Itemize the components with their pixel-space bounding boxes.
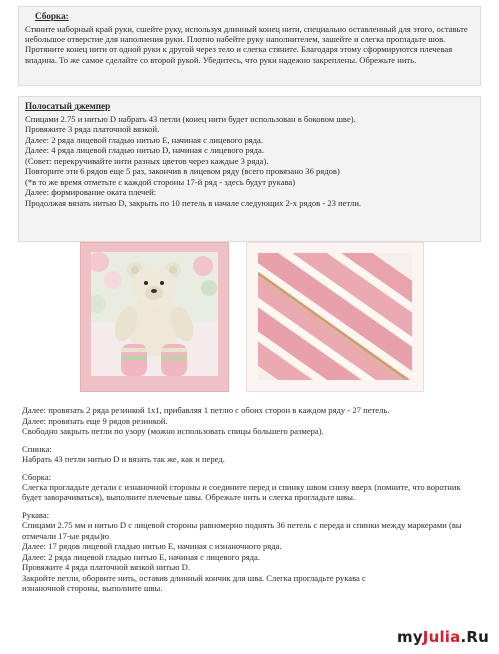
assembly2-section (22, 472, 482, 503)
sweater-line: Спицами 2.75 и нитью D набрать 43 петли (конец нити будет использован в боковом шве). (25, 113, 356, 124)
sleeves-heading: Рукава: (22, 509, 50, 520)
assembly2-heading: Сборка: (22, 471, 52, 482)
sweater-line: (Совет: перекручивайте нити разных цветов через каждые 3 ряда). (25, 155, 269, 166)
assembly-box (18, 6, 481, 86)
logo-part-my: my (396, 628, 423, 646)
knitting-image (258, 253, 412, 380)
assembly-text: Стяните наборный край руки, сшейте руку, используя длинный конец нити, специально оставленный для этого, оставьте небольшое отверстие для наполнения руки. Плотно набейте руку наполнителем, зашейте и слегка прогладьте шов. Протяните конец нити от одной руки к другой через тело и слегка стяните. Благодаря этому сформируются плечевая впадина. То же самое сделайте со второй рукой. Убедитесь, что руки надежно закреплены. Обрежьте нить. (25, 23, 468, 65)
assembly-heading: Сборка: (35, 11, 69, 21)
after-photos-line: Далее: провязать еще 9 рядов резинкой. (22, 415, 168, 426)
sweater-line: (*в то же время отметьте с каждой стороны 17-й ряд - здесь будут рукава) (25, 176, 296, 187)
sleeves-section (22, 510, 482, 594)
sleeves-text: Спицами 2.75 мм и нитью D с лицевой стороны равномерно поднять 36 петель с переда и спинки между маркерами (вы отмечали 17-ые ряды)ю (22, 520, 462, 541)
sweater-box (18, 96, 481, 242)
back-heading: Спинка: (22, 443, 52, 454)
site-logo[interactable] (397, 628, 489, 646)
teddy-bear-image (91, 252, 218, 376)
assembly2-text: Слегка прогладьте детали с изнаночной стороны и соедините перед и спинку швом снизу вверх (помните, что воротник будет заворачиваться), выполните плечевые швы. Обрежьте нить и слегка прогладьте швы. (22, 482, 461, 503)
sweater-line: Далее: 4 ряда лицевой гладью нитью D, начиная с лицевого ряда. (25, 145, 264, 155)
sleeves-line: Провяжите 4 ряда платочной вязкой нитью D. (22, 562, 191, 573)
teddy-bear-photo (81, 243, 228, 391)
after-photos-line: Далее: провязать 2 ряда резинкой 1х1, прибавляя 1 петлю с обоих сторон в каждом ряду - 27 петель. (22, 405, 390, 415)
sleeves-closing: Закройте петли, оборвите нить, оставив длинный кончик для шва. Слегка прогладьте рукава с изнаночной стороны, выполните швы. (22, 572, 366, 594)
sleeves-line: Далее: 2 ряда лицевой гладью нитью E, начиная с лицевого ряда. (22, 551, 261, 562)
after-photos-line: Свободно закрыть петли по узору (можно использовать спицы большего размера). (22, 426, 324, 436)
sweater-line: Продолжая вязать нитью D, закрыть по 10 петель в начале следующих 2-х рядов - 23 петли. (25, 197, 362, 208)
sweater-line: Провяжите 3 ряда платочной вязкой. (25, 124, 160, 134)
sweater-line: Повторите эти 6 рядов еще 5 раз, закончив в лицевом ряду (всего провязано 36 рядов) (25, 166, 340, 176)
sleeves-line: Далее: 17 рядов лицевой гладью нитью E, начиная с изнаночного ряда. (22, 541, 282, 552)
after-photos-section (22, 405, 482, 437)
sweater-heading: Полосатый джемпер (25, 101, 111, 111)
back-section (22, 444, 482, 465)
back-text: Набрать 43 петли нитью D и вязать так же, как и перед. (22, 454, 225, 464)
knitting-photo (247, 243, 423, 391)
lower-text (22, 405, 482, 593)
logo-part-julia: Julia (422, 628, 461, 646)
sweater-line: Далее: формирование оката плечей: (25, 187, 157, 197)
sweater-line: Далее: 2 ряда лицевой гладью нитью E, начиная с лицевого ряда. (25, 134, 264, 145)
logo-part-ru: .Ru (460, 628, 489, 646)
